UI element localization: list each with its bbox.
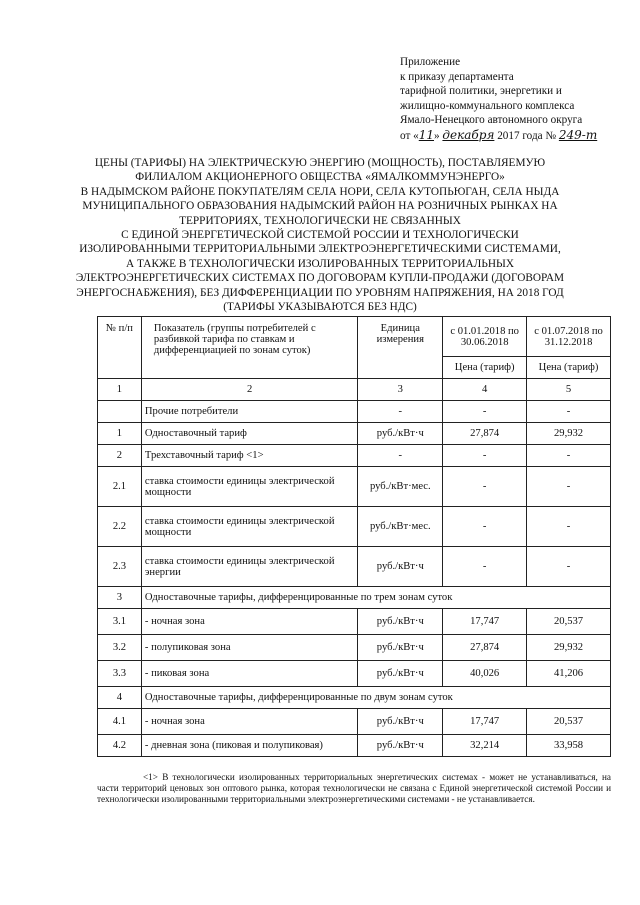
row-indicator: ставка стоимости единицы электрической энергии [141,547,357,587]
row-price-h2: 20,537 [527,609,611,635]
row-price-h2: 29,932 [527,635,611,661]
title-line: ЦЕНЫ (ТАРИФЫ) НА ЭЛЕКТРИЧЕСКУЮ ЭНЕРГИЮ (МОЩНОСТЬ), ПОСТАВЛЯЕМУЮ [94,157,546,169]
column-number: 2 [141,379,357,401]
title-line: В НАДЫМСКОМ РАЙОНЕ ПОКУПАТЕЛЯМ СЕЛА НОРИ, СЕЛА КУТОПЬЮГАН, СЕЛА НЫДА [80,185,560,198]
table-row [98,507,611,547]
table-row [98,635,611,661]
column-number: 1 [98,379,142,401]
title-line: ТЕРРИТОРИЯХ, ТЕХНОЛОГИЧЕСКИ НЕ СВЯЗАННЫХ [179,214,461,227]
title-line: ИЗОЛИРОВАННЫМИ ТЕРРИТОРИАЛЬНЫМИ ЭЛЕКТРОЭНЕРГЕТИЧЕСКИМИ СИСТЕМАМИ, [79,243,561,256]
row-price-h1: - [443,467,527,507]
row-unit: руб./кВт·ч [358,661,443,687]
row-number: 4.2 [98,735,142,757]
row-unit: руб./кВт·ч [358,635,443,661]
row-number: 3.2 [98,635,142,661]
row-unit: руб./кВт·ч [358,709,443,735]
order-date-line [400,128,635,144]
handwritten-month: декабря [442,127,495,142]
row-unit: - [358,445,443,467]
table-row [98,661,611,687]
row-price-h1: 27,874 [443,635,527,661]
row-indicator: Прочие потребители [141,401,357,423]
footnote-text: <1> В технологически изолированных территориальных энергетических системах - может не устанавливаться, на части территорий ценовых зон оптового рынка, которая технологически не связана с Единой энергетической системой России и технологически изолированными территориальными электроэнергетическими системами - не устанавливается. [97,772,611,805]
column-number-row [98,379,611,401]
appendix-line: жилищно-коммунального комплекса [400,99,575,112]
row-price-h1: 40,026 [443,661,527,687]
row-number: 2.1 [98,467,142,507]
row-number: 3.3 [98,661,142,687]
table-row [98,735,611,757]
header-price-1: Цена (тариф) [443,357,527,379]
column-number: 3 [358,379,443,401]
table-header-row [98,317,611,357]
document-title [30,156,610,314]
table-row [98,547,611,587]
date-mid: » [434,129,443,142]
table-row [98,467,611,507]
title-line: (ТАРИФЫ УКАЗЫВАЮТСЯ БЕЗ НДС) [223,301,417,314]
header-num: № п/п [98,317,142,379]
row-number: 2.3 [98,547,142,587]
row-price-h2: - [527,467,611,507]
row-indicator: - пиковая зона [141,661,357,687]
row-price-h1: 27,874 [443,423,527,445]
title-line: МУНИЦИПАЛЬНОГО ОБРАЗОВАНИЯ НАДЫМСКИЙ РАЙОН НА РОЗНИЧНЫХ РЫНКАХ НА [82,200,558,213]
row-number: 4 [98,687,142,709]
header-period-2: с 01.07.2018 по 31.12.2018 [527,317,611,357]
footnote [97,772,611,806]
row-indicator: Одноставочные тарифы, дифференцированные по двум зонам суток [141,687,610,709]
row-unit: - [358,401,443,423]
row-unit: руб./кВт·мес. [358,507,443,547]
row-indicator: ставка стоимости единицы электрической мощности [141,467,357,507]
row-number: 2.2 [98,507,142,547]
row-price-h1: 17,747 [443,609,527,635]
row-price-h1: - [443,401,527,423]
table-row [98,709,611,735]
row-price-h2: 20,537 [527,709,611,735]
row-indicator: ставка стоимости единицы электрической мощности [141,507,357,547]
title-line: ЭНЕРГОСНАБЖЕНИЯ), БЕЗ ДИФФЕРЕНЦИАЦИИ ПО УРОВНЯМ НАПРЯЖЕНИЯ, НА 2018 ГОД [76,286,564,299]
row-unit: руб./кВт·ч [358,423,443,445]
title-line: ФИЛИАЛОМ АКЦИОНЕРНОГО ОБЩЕСТВА «ЯМАЛКОММУНЭНЕРГО» [135,171,505,184]
row-unit: руб./кВт·мес. [358,467,443,507]
appendix-line: к приказу департамента [400,70,514,83]
title-line: С ЕДИНОЙ ЭНЕРГЕТИЧЕСКОЙ СИСТЕМОЙ РОССИИ И ТЕХНОЛОГИЧЕСКИ [121,229,519,242]
row-indicator: Трехставочный тариф <1> [141,445,357,467]
appendix-line: тарифной политики, энергетики и [400,85,562,97]
header-unit: Единица измерения [358,317,443,379]
row-unit: руб./кВт·ч [358,735,443,757]
table-row [98,445,611,467]
table-row [98,401,611,423]
table-row [98,609,611,635]
tariff-table [97,316,611,757]
row-price-h1: - [443,445,527,467]
row-number: 4.1 [98,709,142,735]
appendix-line: Приложение [400,56,461,68]
row-indicator: Одноставочный тариф [141,423,357,445]
table-row [98,687,611,709]
row-price-h1: 17,747 [443,709,527,735]
row-indicator: - полупиковая зона [141,635,357,661]
row-price-h2: - [527,507,611,547]
row-indicator: - дневная зона (пиковая и полупиковая) [141,735,357,757]
handwritten-order-number: 249-т [558,127,598,142]
row-number [98,401,142,423]
handwritten-day: 11 [418,127,435,142]
row-price-h1: - [443,507,527,547]
row-price-h2: - [527,445,611,467]
appendix-line: Ямало-Ненецкого автономного округа [400,114,583,126]
header-period-1: с 01.01.2018 по 30.06.2018 [443,317,527,357]
title-line: А ТАКЖЕ В ТЕХНОЛОГИЧЕСКИ ИЗОЛИРОВАННЫХ ТЕРРИТОРИАЛЬНЫХ [125,257,515,270]
row-unit: руб./кВт·ч [358,547,443,587]
row-price-h2: 29,932 [527,423,611,445]
title-line: ЭЛЕКТРОЭНЕРГЕТИЧЕСКИХ СИСТЕМАХ ПО ДОГОВОРАМ КУПЛИ-ПРОДАЖИ (ДОГОВОРАМ [75,272,565,285]
row-price-h1: - [443,547,527,587]
row-number: 2 [98,445,142,467]
row-price-h2: - [527,547,611,587]
column-number: 5 [527,379,611,401]
row-indicator: Одноставочные тарифы, дифференцированные по трем зонам суток [141,587,610,609]
row-price-h2: - [527,401,611,423]
row-price-h2: 33,958 [527,735,611,757]
date-year: 2017 года № [494,129,559,142]
row-unit: руб./кВт·ч [358,609,443,635]
column-number: 4 [443,379,527,401]
row-number: 1 [98,423,142,445]
header-indicator: Показатель (группы потребителей с разбивкой тарифа по ставкам и дифференциацией по зонам суток) [141,317,357,379]
row-indicator: - ночная зона [141,709,357,735]
table-row [98,587,611,609]
row-number: 3 [98,587,142,609]
appendix-block [400,55,635,143]
row-price-h2: 41,206 [527,661,611,687]
date-prefix: от « [400,129,419,142]
row-price-h1: 32,214 [443,735,527,757]
row-indicator: - ночная зона [141,609,357,635]
row-number: 3.1 [98,609,142,635]
table-row [98,423,611,445]
header-price-2: Цена (тариф) [527,357,611,379]
